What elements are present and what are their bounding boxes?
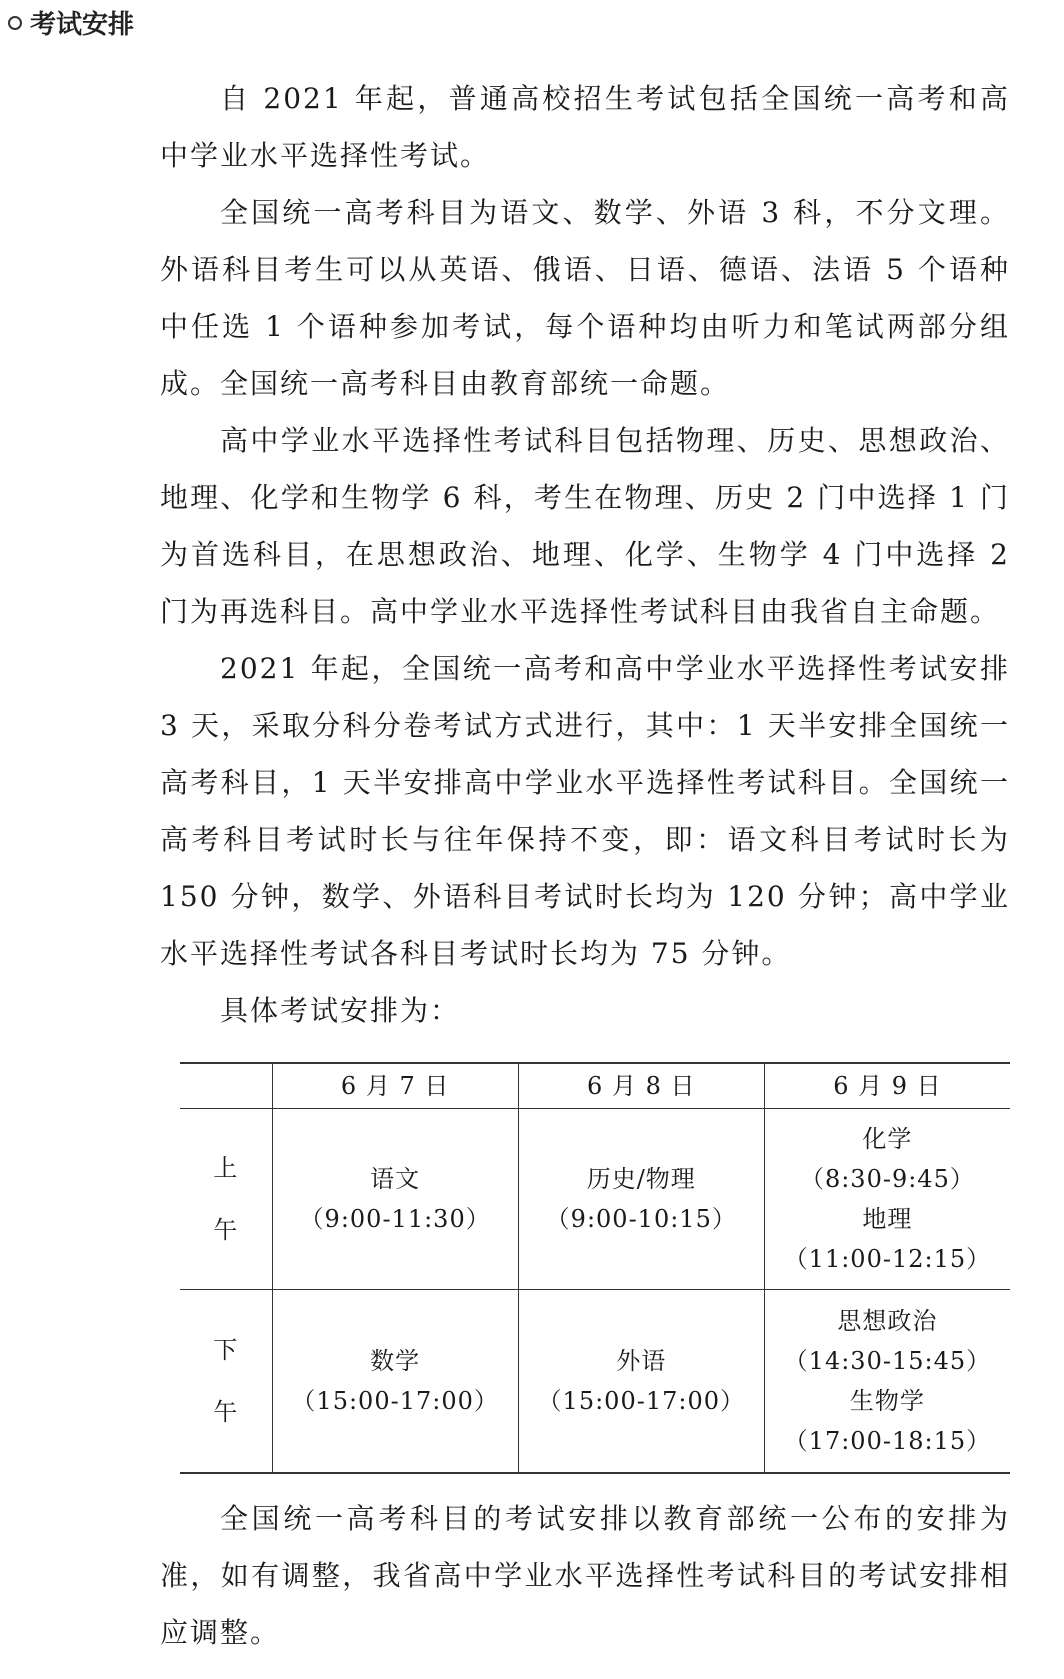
period-afternoon: 下 午 [180,1290,272,1474]
cell-jun8-morning: 历史/物理 （9:00-10:15） [518,1109,764,1290]
table-row-morning [180,1109,1010,1290]
paragraph-5: 具体考试安排为： [220,994,461,1027]
cell-jun8-afternoon: 外语 （15:00-17:00） [518,1290,764,1474]
header-day-2: 6 月 8 日 [518,1063,764,1109]
table-header-row [180,1063,1010,1109]
closing-paragraph: 全国统一高考科目的考试安排以教育部统一公布的安排为准，如有调整，我省高中学业水平选择性考试科目的考试安排相应调整。 [160,1502,1010,1649]
paragraph-1: 自 2021 年起，普通高校招生考试包括全国统一高考和高中学业水平选择性考试。 [160,82,1010,172]
cell-jun9-morning: 化学 （8:30-9:45） 地理 （11:00-12:15） [764,1109,1010,1290]
circle-bullet-icon [8,16,22,30]
header-corner-cell [180,1063,272,1109]
header-day-3: 6 月 9 日 [764,1063,1010,1109]
section-header [8,4,134,41]
closing-section [160,1490,1010,1661]
table-row-afternoon [180,1290,1010,1474]
paragraph-4: 2021 年起，全国统一高考和高中学业水平选择性考试安排 3 天，采取分科分卷考试方式进行，其中：1 天半安排全国统一高考科目，1 天半安排高中学业水平选择性考试科目。全国统一高考科目考试时长与往年保持不变，即：语文科目考试时长为 150 分钟，数学、外语科目考试时长均为 120 分钟；高中学业水平选择性考试各科目考试时长均为 75 分钟。 [160,652,1010,970]
paragraph-3: 高中学业水平选择性考试科目包括物理、历史、思想政治、地理、化学和生物学 6 科，考生在物理、历史 2 门中选择 1 门为首选科目，在思想政治、地理、化学、生物学 4 门中选择 2 门为再选科目。高中学业水平选择性考试科目由我省自主命题。 [160,424,1010,628]
cell-jun9-afternoon: 思想政治 （14:30-15:45） 生物学 （17:00-18:15） [764,1290,1010,1474]
exam-schedule-table [180,1062,1010,1474]
cell-jun7-afternoon: 数学 （15:00-17:00） [272,1290,518,1474]
paragraph-2: 全国统一高考科目为语文、数学、外语 3 科，不分文理。外语科目考生可以从英语、俄语、日语、德语、法语 5 个语种中任选 1 个语种参加考试，每个语种均由听力和笔试两部分组成。全国统一高考科目由教育部统一命题。 [160,196,1010,400]
cell-jun7-morning: 语文 （9:00-11:30） [272,1109,518,1290]
header-day-1: 6 月 7 日 [272,1063,518,1109]
document-body [160,70,1010,1039]
section-title: 考试安排 [30,10,135,40]
period-morning: 上 午 [180,1109,272,1290]
